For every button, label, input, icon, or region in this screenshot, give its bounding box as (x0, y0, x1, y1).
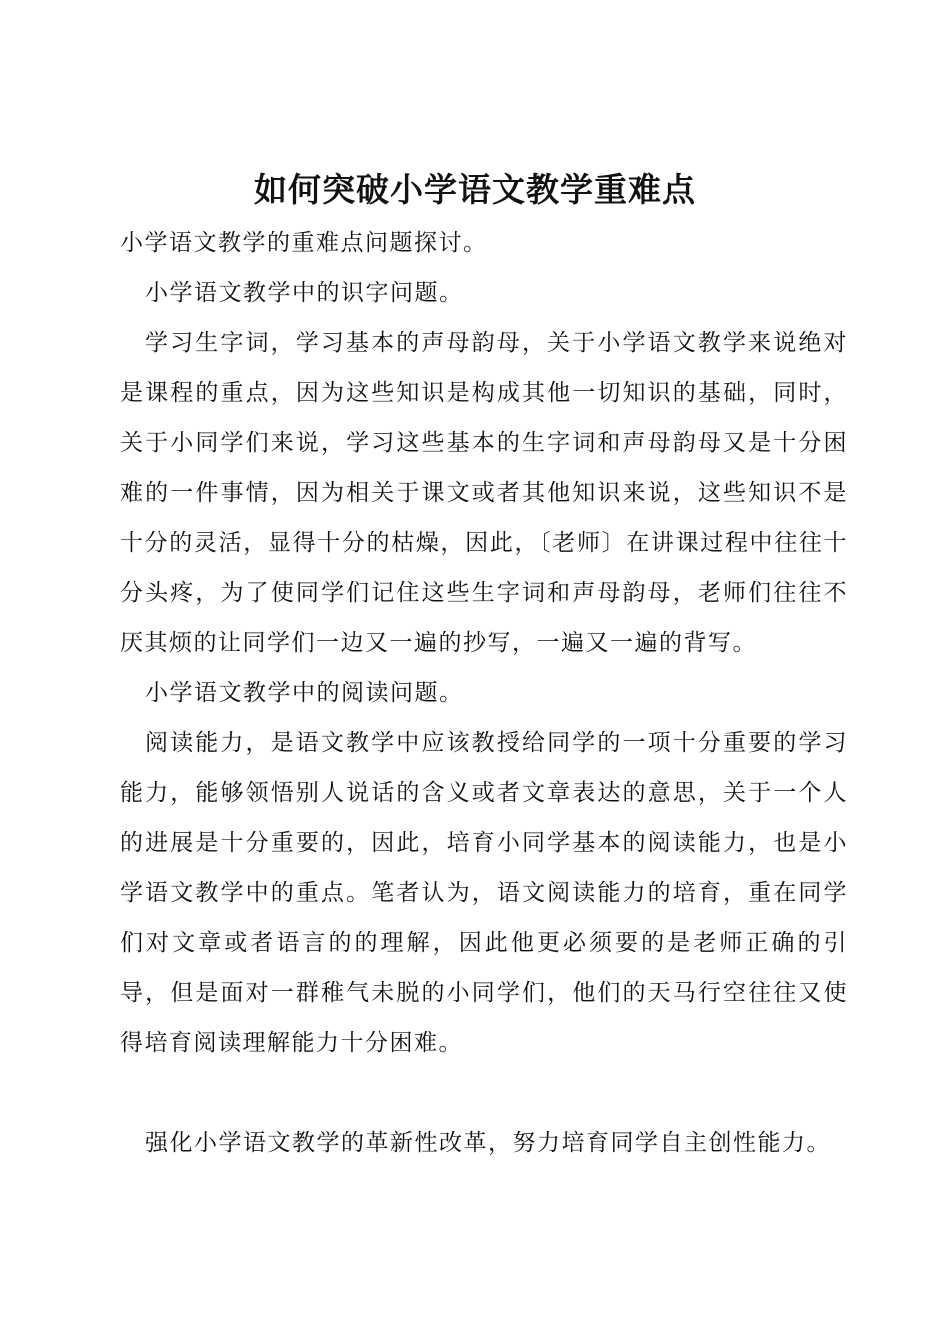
section-heading-literacy: 小学语文教学中的识字问题。 (145, 280, 464, 306)
document-title: 如何突破小学语文教学重难点 (254, 170, 696, 210)
paragraph-reading: 阅读能力，是语文教学中应该教授给同学的一项十分重要的学习能力，能够领悟别人说话的含义或者文章表达的意思，关于一个人的进展是十分重要的，因此，培育小同学基本的阅读能力，也是小学语文教学中的重点。笔者认为，语文阅读能力的培育，重在同学们对文章或者语言的的理解，因此他更必须要的是老师正确的引导，但是面对一群稚气未脱的小同学们，他们的天马行空往往又使得培育阅读理解能力十分困难。 (120, 730, 848, 1056)
paragraph-literacy: 学习生字词，学习基本的声母韵母，关于小学语文教学来说绝对是课程的重点，因为这些知识是构成其他一切知识的基础，同时，关于小同学们来说，学习这些基本的生字词和声母韵母又是十分困难的一件事情，因为相关于课文或者其他知识来说，这些知识不是十分的灵活，显得十分的枯燥，因此，〔老师〕在讲课过程中往往十分头疼，为了使同学们记住这些生字词和声母韵母，老师们往往不厌其烦的让同学们一边又一遍的抄写，一遍又一遍的背写。 (120, 330, 848, 656)
section-heading-reading: 小学语文教学中的阅读问题。 (145, 680, 464, 706)
section-heading-reform: 强化小学语文教学的革新性改革，努力培育同学自主创性能力。 (145, 1130, 831, 1156)
document-body (120, 218, 848, 1168)
paragraph-intro: 小学语文教学的重难点问题探讨。 (120, 230, 488, 256)
paragraph-spacer (120, 1068, 848, 1118)
